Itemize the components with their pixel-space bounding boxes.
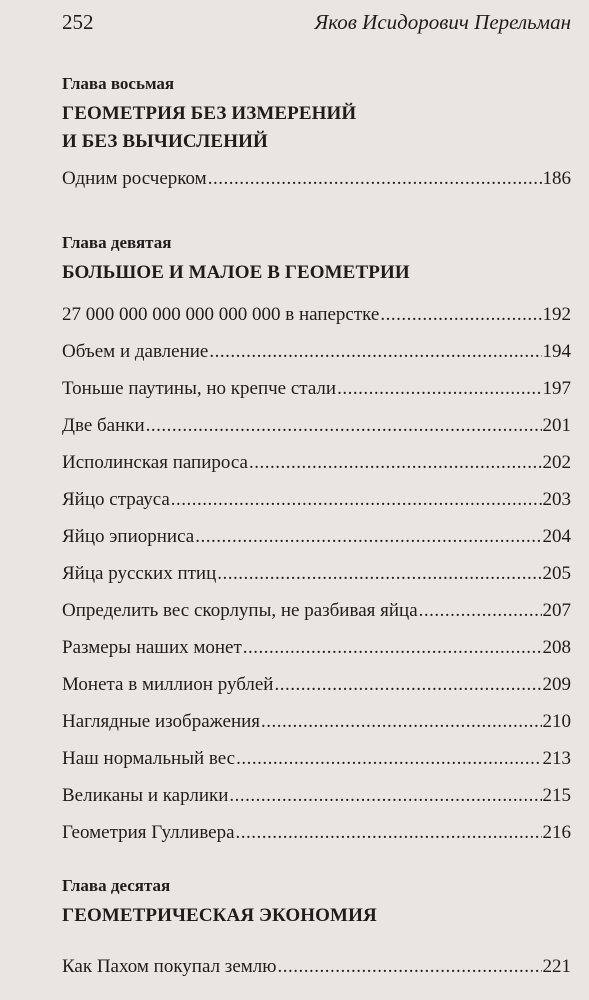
toc-entry-page: 201 [542,415,571,436]
toc-entry-page: 221 [542,956,571,977]
toc-entry-page: 213 [542,748,571,769]
dot-leader [249,444,542,481]
toc-entry[interactable] [62,777,571,814]
chapter-heading-9 [62,233,571,287]
toc-entry-page: 203 [542,489,571,510]
toc-entry-page: 208 [542,637,571,658]
toc-entry-page: 205 [542,563,571,584]
toc-entry-title: Определить вес скорлупы, не разбивая яйца [62,600,418,621]
toc-entry[interactable] [62,444,571,481]
toc-entry[interactable] [62,703,571,740]
toc-entry[interactable] [62,160,571,197]
toc-entry[interactable] [62,481,571,518]
toc-entry-title: Одним росчерком [62,168,207,189]
toc-entry[interactable] [62,740,571,777]
dot-leader [236,814,542,851]
toc-entry-title: Великаны и карлики [62,785,229,806]
toc-entry[interactable] [62,592,571,629]
toc-entry[interactable] [62,666,571,703]
toc-entry-title: Яйцо эпиорниса [62,526,195,547]
chapter-heading-10 [62,876,571,930]
toc-entry-title: Яйцо страуса [62,489,170,510]
toc-entry[interactable] [62,814,571,851]
dot-leader [209,333,541,370]
toc-entry-title: Наш нормальный вес [62,748,236,769]
dot-leader [217,555,541,592]
dot-leader [277,948,541,985]
toc-entry-page: 215 [542,785,571,806]
dot-leader [337,370,541,407]
chapter-label: Глава девятая [62,233,172,252]
toc-entry-page: 204 [542,526,571,547]
toc-entry[interactable] [62,407,571,444]
chapter-heading-8 [62,74,571,156]
toc-entry-page: 209 [542,674,571,695]
toc-entry-page: 216 [542,822,571,843]
chapter-title-continued: И БЕЗ ВЫЧИСЛЕНИЙ [62,131,268,152]
toc-entry[interactable] [62,518,571,555]
dot-leader [208,160,542,197]
chapter-title: БОЛЬШОЕ И МАЛОЕ В ГЕОМЕТРИИ [62,262,410,283]
toc-entry-page: 186 [542,168,571,189]
dot-leader [171,481,542,518]
dot-leader [274,666,541,703]
toc-entry-title: Яйца русских птиц [62,563,217,584]
toc-entry-page: 210 [542,711,571,732]
dot-leader [419,592,542,629]
toc-entry[interactable] [62,629,571,666]
chapter-title: ГЕОМЕТРИЯ БЕЗ ИЗМЕРЕНИЙ [62,103,357,124]
toc-entry-title: Монета в миллион рублей [62,674,274,695]
dot-leader [195,518,541,555]
toc-entry-page: 207 [542,600,571,621]
chapter-title: ГЕОМЕТРИЧЕСКАЯ ЭКОНОМИЯ [62,905,377,926]
dot-leader [146,407,542,444]
dot-leader [236,740,541,777]
toc-entry[interactable] [62,296,571,333]
author-name: Яков Исидорович Перельман [314,10,571,34]
toc-entry-title: Объем и давление [62,341,209,362]
chapter-label: Глава восьмая [62,74,175,93]
toc-entry[interactable] [62,333,571,370]
dot-leader [261,703,541,740]
toc-entry-page: 197 [542,378,571,399]
dot-leader [229,777,541,814]
chapter-label: Глава десятая [62,876,171,895]
toc-entry-page: 194 [542,341,571,362]
dot-leader [380,296,541,333]
toc-entry-title: Исполинская папироса [62,452,248,473]
toc-entry[interactable] [62,948,571,985]
toc-list-chapter-8 [62,160,571,197]
toc-entry-page: 202 [542,452,571,473]
toc-entry[interactable] [62,555,571,592]
toc-entry-title: Геометрия Гулливера [62,822,235,843]
page-number: 252 [62,10,94,34]
toc-entry-title: Тоньше паутины, но крепче стали [62,378,337,399]
toc-list-chapter-9 [62,296,571,851]
running-header [62,10,571,40]
toc-entry-title: Размеры наших монет [62,637,242,658]
dot-leader [243,629,542,666]
toc-entry-title: Две банки [62,415,145,436]
toc-entry-title: 27 000 000 000 000 000 000 в наперстке [62,304,380,325]
toc-entry-page: 192 [542,304,571,325]
toc-list-chapter-10 [62,948,571,985]
toc-entry-title: Как Пахом покупал землю [62,956,277,977]
toc-entry-title: Наглядные изображения [62,711,261,732]
toc-entry[interactable] [62,370,571,407]
